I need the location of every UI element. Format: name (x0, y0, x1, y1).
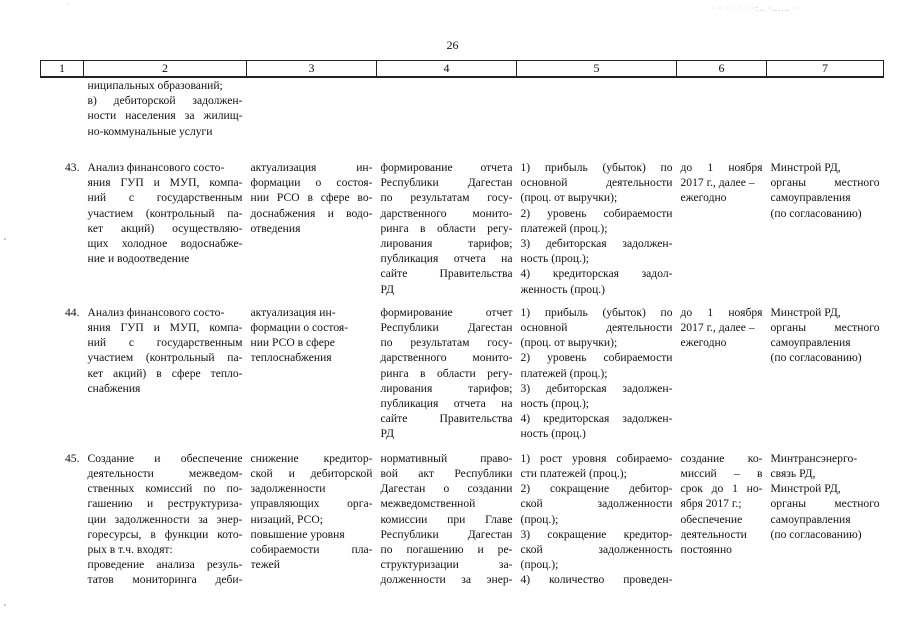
cell-line: 4) количество проведен- (520, 573, 673, 587)
column-number: 7 (767, 61, 884, 78)
cell-line: 4) кредиторская задол- (520, 267, 673, 281)
scan-speck (4, 604, 6, 606)
column-number: 3 (247, 61, 377, 78)
cell-line: (по согласованию) (770, 206, 862, 220)
cell-line: органы местного (770, 176, 880, 190)
cell-line: дарственного монито- (380, 206, 513, 220)
cell-line: управляющих орга- (250, 497, 373, 511)
cell-line: ции задолженности за энер- (87, 512, 243, 526)
cell-line: задолженности (250, 482, 326, 496)
indicator-cell (517, 152, 677, 297)
cell-line: 2) уровень собираемости (520, 351, 673, 365)
expected-result-cell (247, 152, 377, 297)
cell-line: РД (380, 282, 394, 296)
cell-line: нормативный право- (380, 451, 513, 465)
cell-line: 3) дебиторская задолжен- (520, 237, 673, 251)
cell-line: структуризации за- (380, 558, 513, 572)
cell-line: Республики Дагестан (380, 527, 513, 541)
column-number: 6 (677, 61, 767, 78)
cell-line: 2017 г., далее – (680, 321, 755, 335)
table-row (41, 297, 884, 443)
cell-line: (проц.); (520, 558, 559, 572)
cell-line: по результатам госу- (380, 191, 513, 205)
cell-line: 1) прибыль (убыток) по (520, 161, 673, 174)
cell-line: ринга в области регу- (380, 221, 513, 235)
cell-line: ской задолженности (520, 497, 673, 511)
row-number: 45. (65, 451, 80, 465)
cell-line: сайте Правительства (380, 267, 513, 281)
cell-line: до 1 ноября (680, 161, 763, 174)
cell-line: Анализ финансового состо- (87, 161, 225, 174)
cell-line: ний с государственным (87, 191, 243, 205)
cell-line: ской задолженность (520, 543, 673, 557)
deadline-cell (677, 443, 767, 588)
cell-line: Дагестан о создании (380, 482, 513, 496)
column-number: 1 (41, 61, 84, 78)
cell-line: Создание и обеспечение (87, 451, 243, 465)
cell-line: основной деятельности (520, 321, 673, 335)
deadline-cell (677, 297, 767, 443)
cell-line: ября 2017 г.; (680, 497, 742, 511)
responsible-cell (767, 152, 884, 297)
cell-line: долженности за энер- (380, 573, 513, 587)
cell-line: миссий – в (680, 467, 763, 481)
cell-line: участием (контрольный па- (87, 206, 243, 220)
cell-line: сти платежей (проц.); (520, 467, 627, 481)
responsible-cell (767, 297, 884, 443)
cell-line: самоуправления (770, 336, 851, 350)
cell-line: ность (проц.); (520, 252, 590, 266)
measure-cell (84, 297, 247, 443)
indicator-cell (517, 297, 677, 443)
table-row (41, 152, 884, 297)
empty-cell (377, 77, 517, 152)
cell-line: ность (проц.); (520, 397, 590, 411)
cell-line: Минстрой РД, (770, 482, 841, 496)
cell-line: проведение анализа резуль- (87, 558, 243, 572)
cell-line: самоуправления (770, 512, 851, 526)
measure-cell (84, 152, 247, 297)
cell-line: 2017 г., далее – (680, 176, 755, 190)
cell-line: самоуправления (770, 191, 851, 205)
cell-line: ности населения за жилищ- (87, 109, 243, 123)
cell-line: до 1 ноября (680, 305, 763, 319)
cell-line: 2) сокращение дебитор- (520, 482, 673, 496)
cell-line: (проц. от выручки); (520, 191, 618, 205)
continuation-row (41, 77, 884, 152)
cell-line: по результатам госу- (380, 336, 513, 350)
scan-noise-top-right: · · · · · · ·:‥ ·‥‥‥ · (712, 4, 798, 13)
cell-line: межведомственной (380, 497, 476, 511)
cell-line: (по согласованию) (770, 351, 862, 365)
cell-line: ние и водоотведение (87, 252, 190, 266)
cell-line: актуализация ин- (250, 305, 336, 319)
cell-line: формации о состоя- (250, 321, 349, 335)
cell-line: яния ГУП и МУП, компа- (87, 176, 243, 190)
cell-line: Минстрой РД, (770, 161, 841, 174)
responsible-cell (767, 443, 884, 588)
cell-line: рых в т.ч. входят: (87, 543, 173, 557)
empty-cell (677, 77, 767, 152)
measure-cell (84, 77, 247, 152)
measures-table (40, 60, 884, 588)
cell-line: платежей (проц.); (520, 366, 608, 380)
cell-line: кет акций) в сфере тепло- (87, 366, 243, 380)
cell-line: ринга в области регу- (380, 366, 513, 380)
cell-line: нии РСО в сфере (250, 336, 335, 350)
cell-line: создание ко- (680, 451, 763, 465)
cell-line: публикация отчета на (380, 397, 513, 411)
cell-line: Минстрой РД, (770, 305, 841, 319)
cell-line: основной деятельности (520, 176, 673, 190)
cell-line: платежей (проц.); (520, 221, 608, 235)
cell-line: актуализация ин- (250, 161, 373, 174)
cell-line: Минтрансэнерго- (770, 451, 858, 465)
cell-line: тежей (250, 558, 280, 572)
cell-line: комиссии при Главе (380, 512, 513, 526)
cell-line: (проц.); (520, 512, 559, 526)
cell-line: Республики Дагестан (380, 176, 513, 190)
cell-line: 1) прибыль (убыток) по (520, 305, 673, 319)
table-row (41, 443, 884, 588)
cell-line: татов мониторинга деби- (87, 573, 243, 587)
document-type-cell (377, 297, 517, 443)
cell-line: низаций, РСО; (250, 512, 323, 526)
cell-line: 3) сокращение кредитор- (520, 527, 673, 541)
empty-cell (767, 77, 884, 152)
cell-line: ниципальных образований; (87, 79, 223, 92)
deadline-cell (677, 152, 767, 297)
cell-line: доснабжения и водо- (250, 206, 373, 220)
cell-line: органы местного (770, 321, 880, 335)
cell-line: (проц. от выручки); (520, 336, 618, 350)
cell-line: снабжения (87, 381, 141, 395)
cell-line: обеспечение (680, 512, 743, 526)
cell-line: 3) дебиторская задолжен- (520, 381, 673, 395)
cell-line: деятельности (680, 527, 747, 541)
cell-line: но-коммунальные услуги (87, 124, 213, 138)
cell-line: органы местного (770, 497, 880, 511)
cell-line: дарственного монито- (380, 351, 513, 365)
cell-line: ность (проц.) (520, 427, 586, 441)
empty-cell (247, 77, 377, 152)
cell-line: гашению и реструктуриза- (87, 497, 243, 511)
cell-line: 4) кредиторская задолжен- (520, 412, 673, 426)
document-type-cell (377, 152, 517, 297)
cell-line: формирование отчета (380, 161, 513, 174)
cell-line: Анализ финансового состо- (87, 305, 225, 319)
cell-line: постоянно (680, 543, 732, 557)
cell-line: формирование отчет (380, 305, 513, 319)
cell-line: связь РД, (770, 467, 816, 481)
cell-line: ежегодно (680, 336, 727, 350)
cell-line: ской и дебиторской (250, 467, 373, 481)
cell-line: кет акций) осуществляю- (87, 221, 243, 235)
cell-line: лирования тарифов; (380, 237, 513, 251)
cell-line: публикация отчета на (380, 252, 513, 266)
cell-line: ственных комиссий по по- (87, 482, 243, 496)
cell-line: лирования тарифов; (380, 381, 513, 395)
expected-result-cell (247, 443, 377, 588)
cell-line: нии РСО в сфере во- (250, 191, 373, 205)
row-number-cell (41, 77, 84, 152)
column-number: 2 (84, 61, 247, 78)
cell-line: участием (контрольный па- (87, 351, 243, 365)
cell-line: вой акт Республики (380, 467, 513, 481)
cell-line: отведения (250, 221, 301, 235)
measure-cell (84, 443, 247, 588)
column-number: 4 (377, 61, 517, 78)
cell-line: формации о состоя- (250, 176, 373, 190)
cell-line: (по согласованию) (770, 527, 862, 541)
cell-line: щих холодное водоснабже- (87, 237, 243, 251)
cell-line: по погашению и ре- (380, 543, 513, 557)
cell-line: сайте Правительства (380, 412, 513, 426)
cell-line: 2) уровень собираемости (520, 206, 673, 220)
row-number: 44. (65, 305, 80, 319)
cell-line: 1) рост уровня собираемо- (520, 451, 673, 465)
cell-line: Республики Дагестан (380, 321, 513, 335)
cell-line: горесурсы, в функции кото- (87, 527, 243, 541)
cell-line: повышение уровня (250, 527, 345, 541)
cell-line: ний с государственным (87, 336, 243, 350)
row-number: 43. (65, 161, 80, 174)
cell-line: теплоснабжения (250, 351, 332, 365)
cell-line: ежегодно (680, 191, 727, 205)
scan-speck (4, 238, 6, 240)
cell-line: деятельности межведом- (87, 467, 243, 481)
column-number-row (41, 61, 884, 78)
empty-cell (517, 77, 677, 152)
expected-result-cell (247, 297, 377, 443)
column-number: 5 (517, 61, 677, 78)
cell-line: женность (проц.) (520, 282, 606, 296)
page-number: 26 (446, 38, 459, 52)
cell-line: снижение кредитор- (250, 451, 373, 465)
document-type-cell (377, 443, 517, 588)
scan-speck: · (66, 0, 70, 9)
cell-line: РД (380, 427, 394, 441)
cell-line: собираемости пла- (250, 543, 373, 557)
indicator-cell (517, 443, 677, 588)
cell-line: яния ГУП и МУП, компа- (87, 321, 243, 335)
cell-line: в) дебиторской задолжен- (87, 94, 243, 108)
cell-line: срок до 1 но- (680, 482, 763, 496)
